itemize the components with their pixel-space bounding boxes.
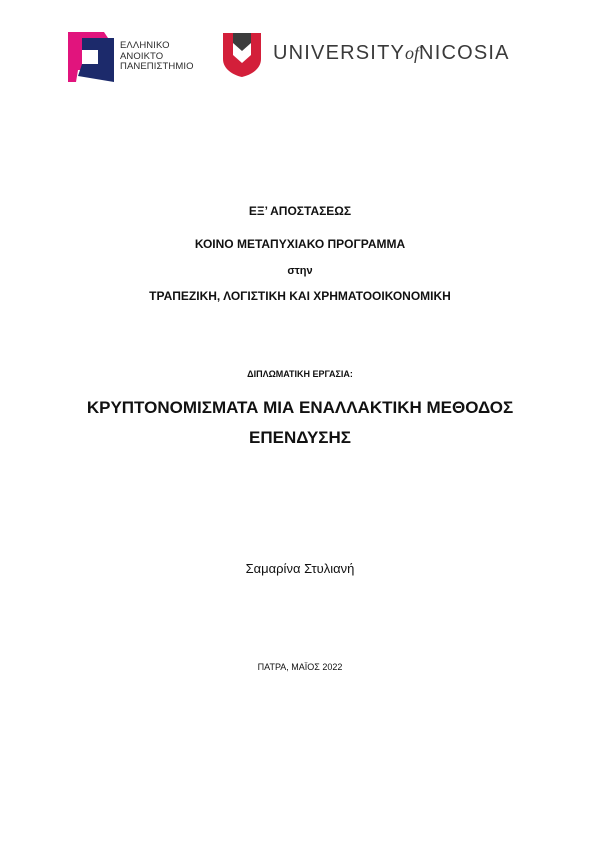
programme-name: ΚΟΙΝΟ ΜΕΤΑΠΥΧΙΑΚΟ ΠΡΟΓΡΑΜΜΑ xyxy=(194,237,406,251)
programme-connector: στην xyxy=(287,265,313,277)
unic-wordmark-prefix: UNIVERSITY xyxy=(273,42,406,64)
author-name: Σαμαρίνα Στυλιανή xyxy=(245,561,355,576)
university-of-nicosia-wordmark xyxy=(273,42,510,65)
eap-name-line-2: ΑΝΟΙΚΤΟ xyxy=(120,50,164,62)
university-of-nicosia-shield-icon xyxy=(223,33,261,77)
thesis-title-line-1: ΚΡΥΠΤΟΝΟΜΙΣΜΑΤΑ ΜΙΑ ΕΝΑΛΛΑΚΤΙΚΗ ΜΕΘΟΔΟΣ xyxy=(86,398,514,417)
eap-name-line-1: ΕΛΛΗΝΙΚΟ xyxy=(120,40,170,51)
place-and-date: ΠΑΤΡΑ, ΜΑΪΟΣ 2022 xyxy=(257,662,343,672)
study-mode: ΕΞ’ ΑΠΟΣΤΑΣΕΩΣ xyxy=(248,204,352,218)
header-logos xyxy=(68,28,508,84)
document-type: ΔΙΠΛΩΜΑΤΙΚΗ ΕΡΓΑΣΙΑ: xyxy=(247,369,353,379)
hellenic-open-university-name xyxy=(120,41,194,73)
thesis-title-line-2: ΕΠΕΝΔΥΣΗΣ xyxy=(249,428,351,447)
hellenic-open-university-logo-icon xyxy=(68,30,120,82)
eap-name-line-3: ΠΑΝΕΠΙΣΤΗΜΙΟ xyxy=(120,61,194,72)
unic-wordmark-of: of xyxy=(405,43,420,63)
unic-wordmark-suffix: NICOSIA xyxy=(419,42,510,64)
programme-field: ΤΡΑΠΕΖΙΚΗ, ΛΟΓΙΣΤΙΚΗ ΚΑΙ ΧΡΗΜΑΤΟΟΙΚΟΝΟΜΙΚΗ xyxy=(149,289,451,303)
